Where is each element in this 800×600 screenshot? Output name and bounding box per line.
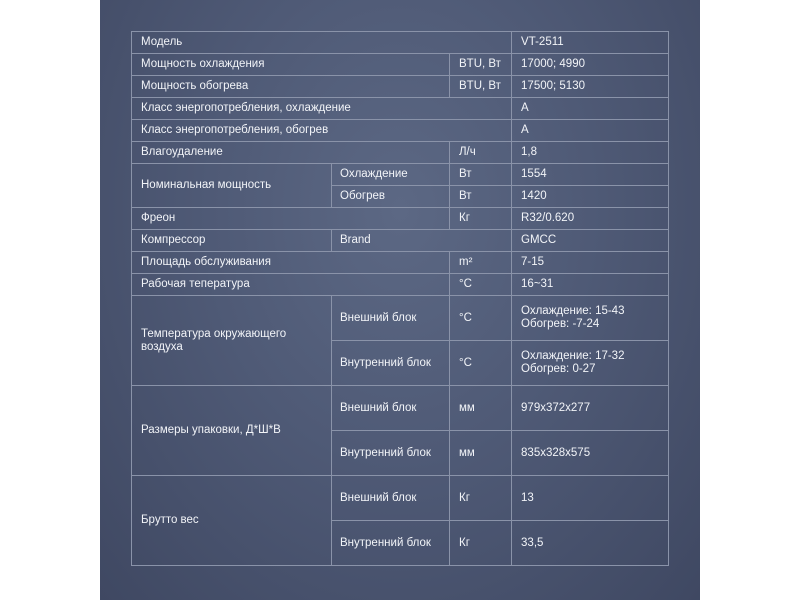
spec-label: Мощность обогрева [132, 76, 450, 98]
spec-sub-label: Обогрев [332, 186, 450, 208]
spec-value: VT-2511 [512, 32, 669, 54]
spec-value: 1420 [512, 186, 669, 208]
spec-unit: Вт [450, 164, 512, 186]
spec-unit: Л/ч [450, 142, 512, 164]
spec-value: 979x372x277 [512, 386, 669, 431]
spec-value: A [512, 120, 669, 142]
table-row [132, 274, 669, 296]
spec-value: 17000; 4990 [512, 54, 669, 76]
spec-label: Площадь обслуживания [132, 252, 450, 274]
spec-value: A [512, 98, 669, 120]
table-row [132, 252, 669, 274]
spec-sub-label: Внешний блок [332, 386, 450, 431]
spec-label: Температура окружающего воздуха [132, 296, 332, 386]
spec-value: GMCC [512, 230, 669, 252]
spec-unit: Кг [450, 521, 512, 566]
table-row [132, 476, 669, 521]
table-row [132, 76, 669, 98]
spec-unit: °C [450, 341, 512, 386]
spec-unit: BTU, Вт [450, 76, 512, 98]
spec-unit: m² [450, 252, 512, 274]
spec-unit: °C [450, 296, 512, 341]
table-row [132, 54, 669, 76]
spec-value: 835x328x575 [512, 431, 669, 476]
spec-label: Компрессор [132, 230, 332, 252]
spec-label: Класс энергопотребления, обогрев [132, 120, 512, 142]
spec-label: Рабочая тепература [132, 274, 450, 296]
table-row [132, 32, 669, 54]
spec-value: 33,5 [512, 521, 669, 566]
spec-value: 1,8 [512, 142, 669, 164]
spec-sub-label: Внутренний блок [332, 521, 450, 566]
spec-unit: Вт [450, 186, 512, 208]
spec-value: Охлаждение: 15-43 Обогрев: -7-24 [512, 296, 669, 341]
spec-label: Брутто вес [132, 476, 332, 566]
spec-unit: Кг [450, 208, 512, 230]
specs-table [131, 31, 669, 566]
table-row [132, 164, 669, 186]
spec-value: Охлаждение: 17-32 Обогрев: 0-27 [512, 341, 669, 386]
spec-label: Модель [132, 32, 512, 54]
spec-panel [100, 0, 700, 600]
spec-unit: °C [450, 274, 512, 296]
spec-label: Номинальная мощность [132, 164, 332, 208]
spec-unit: мм [450, 431, 512, 476]
spec-label: Фреон [132, 208, 450, 230]
spec-sub-label: Внутренний блок [332, 341, 450, 386]
spec-label: Класс энергопотребления, охлаждение [132, 98, 512, 120]
spec-value: 1554 [512, 164, 669, 186]
table-row [132, 142, 669, 164]
spec-sub-label: Brand [332, 230, 512, 252]
spec-value: 16~31 [512, 274, 669, 296]
spec-label: Размеры упаковки, Д*Ш*В [132, 386, 332, 476]
spec-value: 13 [512, 476, 669, 521]
table-row [132, 296, 669, 341]
spec-value: R32/0.620 [512, 208, 669, 230]
spec-unit: мм [450, 386, 512, 431]
spec-sub-label: Охлаждение [332, 164, 450, 186]
spec-value: 17500; 5130 [512, 76, 669, 98]
table-row [132, 386, 669, 431]
table-row [132, 230, 669, 252]
spec-sub-label: Внешний блок [332, 296, 450, 341]
table-row [132, 120, 669, 142]
spec-label: Влагоудаление [132, 142, 450, 164]
spec-label: Мощность охлаждения [132, 54, 450, 76]
spec-unit: Кг [450, 476, 512, 521]
spec-value: 7-15 [512, 252, 669, 274]
table-row [132, 208, 669, 230]
table-row [132, 98, 669, 120]
spec-sub-label: Внутренний блок [332, 431, 450, 476]
spec-sub-label: Внешний блок [332, 476, 450, 521]
spec-unit: BTU, Вт [450, 54, 512, 76]
